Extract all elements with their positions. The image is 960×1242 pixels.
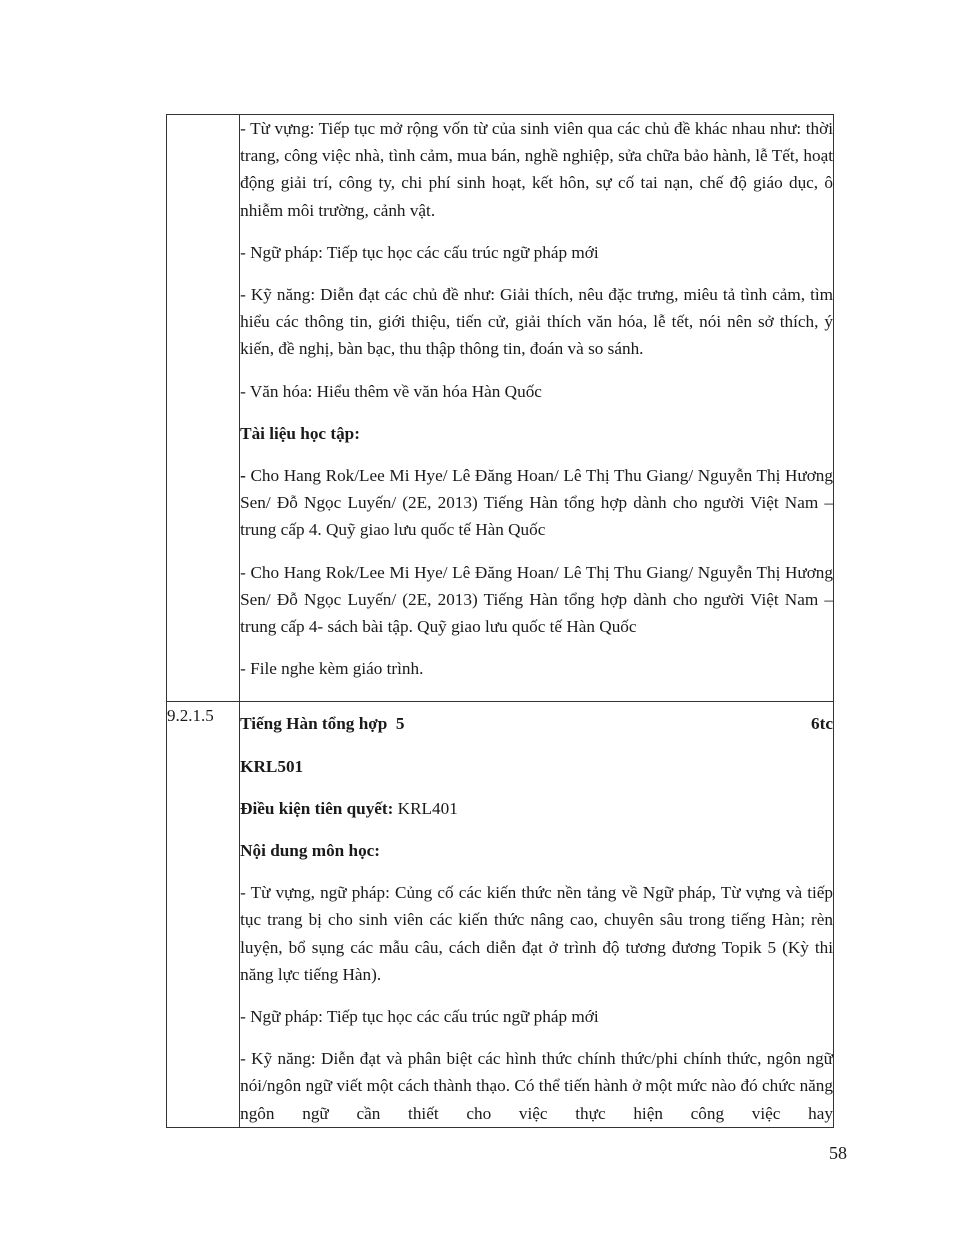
material-item — [240, 462, 833, 544]
skills-paragraph: - Kỹ năng: Diễn đạt và phân biệt các hình thức chính thức/phi chính thức, ngôn ngữ nói/ngôn ngữ viết một cách thành thạo. Có thể tiến hành ở một mức nào đó chức năng ngôn ngữ cần thiết cho việc thực hiện công việc hay — [240, 1049, 833, 1123]
course-credits: 6tc — [811, 714, 833, 734]
vocab-grammar-paragraph: - Từ vựng, ngữ pháp: Củng cố các kiến thức nền tảng về Ngữ pháp, Từ vựng và tiếp tục trang bị cho sinh viên các kiến thức nâng cao, chuyên sâu trong tiếng Hàn; rèn luyện, bổ sụng các mẫu câu, cách diễn đạt ở trình độ tương đương Topik 5 (Kỳ thi năng lực tiếng Hàn). — [240, 883, 833, 984]
course-code: KRL501 — [240, 756, 304, 776]
material-text: Cho Hang Rok/Lee Mi Hye/ Lê Đăng Hoan/ Lê Thị Thu Giang/ Nguyễn Thị Hương Sen/ Đỗ Ngọc Luyến/ (2E, 2013) Tiếng Hàn tổng hợp dành cho người Việt Nam – trung cấp 4. Quỹ giao lưu quốc tế Hàn Quốc — [240, 466, 833, 540]
material-item: - File nghe kèm giáo trình. — [240, 659, 424, 679]
material-dash: - — [240, 466, 251, 486]
grammar-paragraph: - Ngữ pháp: Tiếp tục học các cấu trúc ngữ pháp mới — [240, 242, 599, 262]
prerequisite-value: KRL401 — [393, 798, 458, 818]
row-number-cell — [167, 115, 240, 702]
course-title-line — [240, 710, 833, 737]
prerequisite-line — [240, 795, 833, 822]
grammar-paragraph: - Ngữ pháp: Tiếp tục học các cấu trúc ngữ pháp mới — [240, 1007, 599, 1027]
row-content-cell — [240, 115, 834, 702]
skills-paragraph: - Kỹ năng: Diễn đạt các chủ đề như: Giải thích, nêu đặc trưng, miêu tả tình cảm, tìm hiểu các thông tin, giới thiệu, tiến cử, giải thích văn hóa, lễ tết, nói nên sở thích, ý kiến, đề nghị, bàn bạc, thu thập thông tin, đoán và so sánh. — [240, 285, 833, 359]
table-row-course — [167, 702, 834, 1127]
materials-heading: Tài liệu học tập: — [240, 423, 360, 443]
table-row-continued — [167, 115, 834, 702]
culture-paragraph: - Văn hóa: Hiểu thêm về văn hóa Hàn Quốc — [240, 381, 542, 401]
material-item: - Cho Hang Rok/Lee Mi Hye/ Lê Đăng Hoan/ Lê Thị Thu Giang/ Nguyễn Thị Hương Sen/ Đỗ Ngọc Luyến/ (2E, 2013) Tiếng Hàn tổng hợp dành cho người Việt Nam – trung cấp 4- sách bài tập. Quỹ giao lưu quốc tế Hàn Quốc — [240, 562, 833, 637]
prerequisite-label: Điều kiện tiên quyết: — [240, 798, 394, 818]
course-number: 9.2.1.5 — [167, 702, 240, 1127]
curriculum-table — [166, 114, 834, 1128]
page-number: 58 — [829, 1143, 847, 1163]
content-heading: Nội dung môn học: — [240, 841, 381, 861]
course-title: Tiếng Hàn tổng hợp 5 — [240, 714, 405, 734]
course-content-cell — [240, 702, 834, 1127]
vocabulary-paragraph: - Từ vựng: Tiếp tục mở rộng vốn từ của sinh viên qua các chủ đề khác nhau như: thời trang, công việc nhà, tình cảm, mua bán, nghề nghiệp, sửa chữa bảo hành, lễ Tết, hoạt động giải trí, công ty, chi phí sinh hoạt, kết hôn, sự cố tai nạn, chế độ giáo dục, ô nhiễm môi trường, cảnh vật. — [240, 119, 833, 220]
